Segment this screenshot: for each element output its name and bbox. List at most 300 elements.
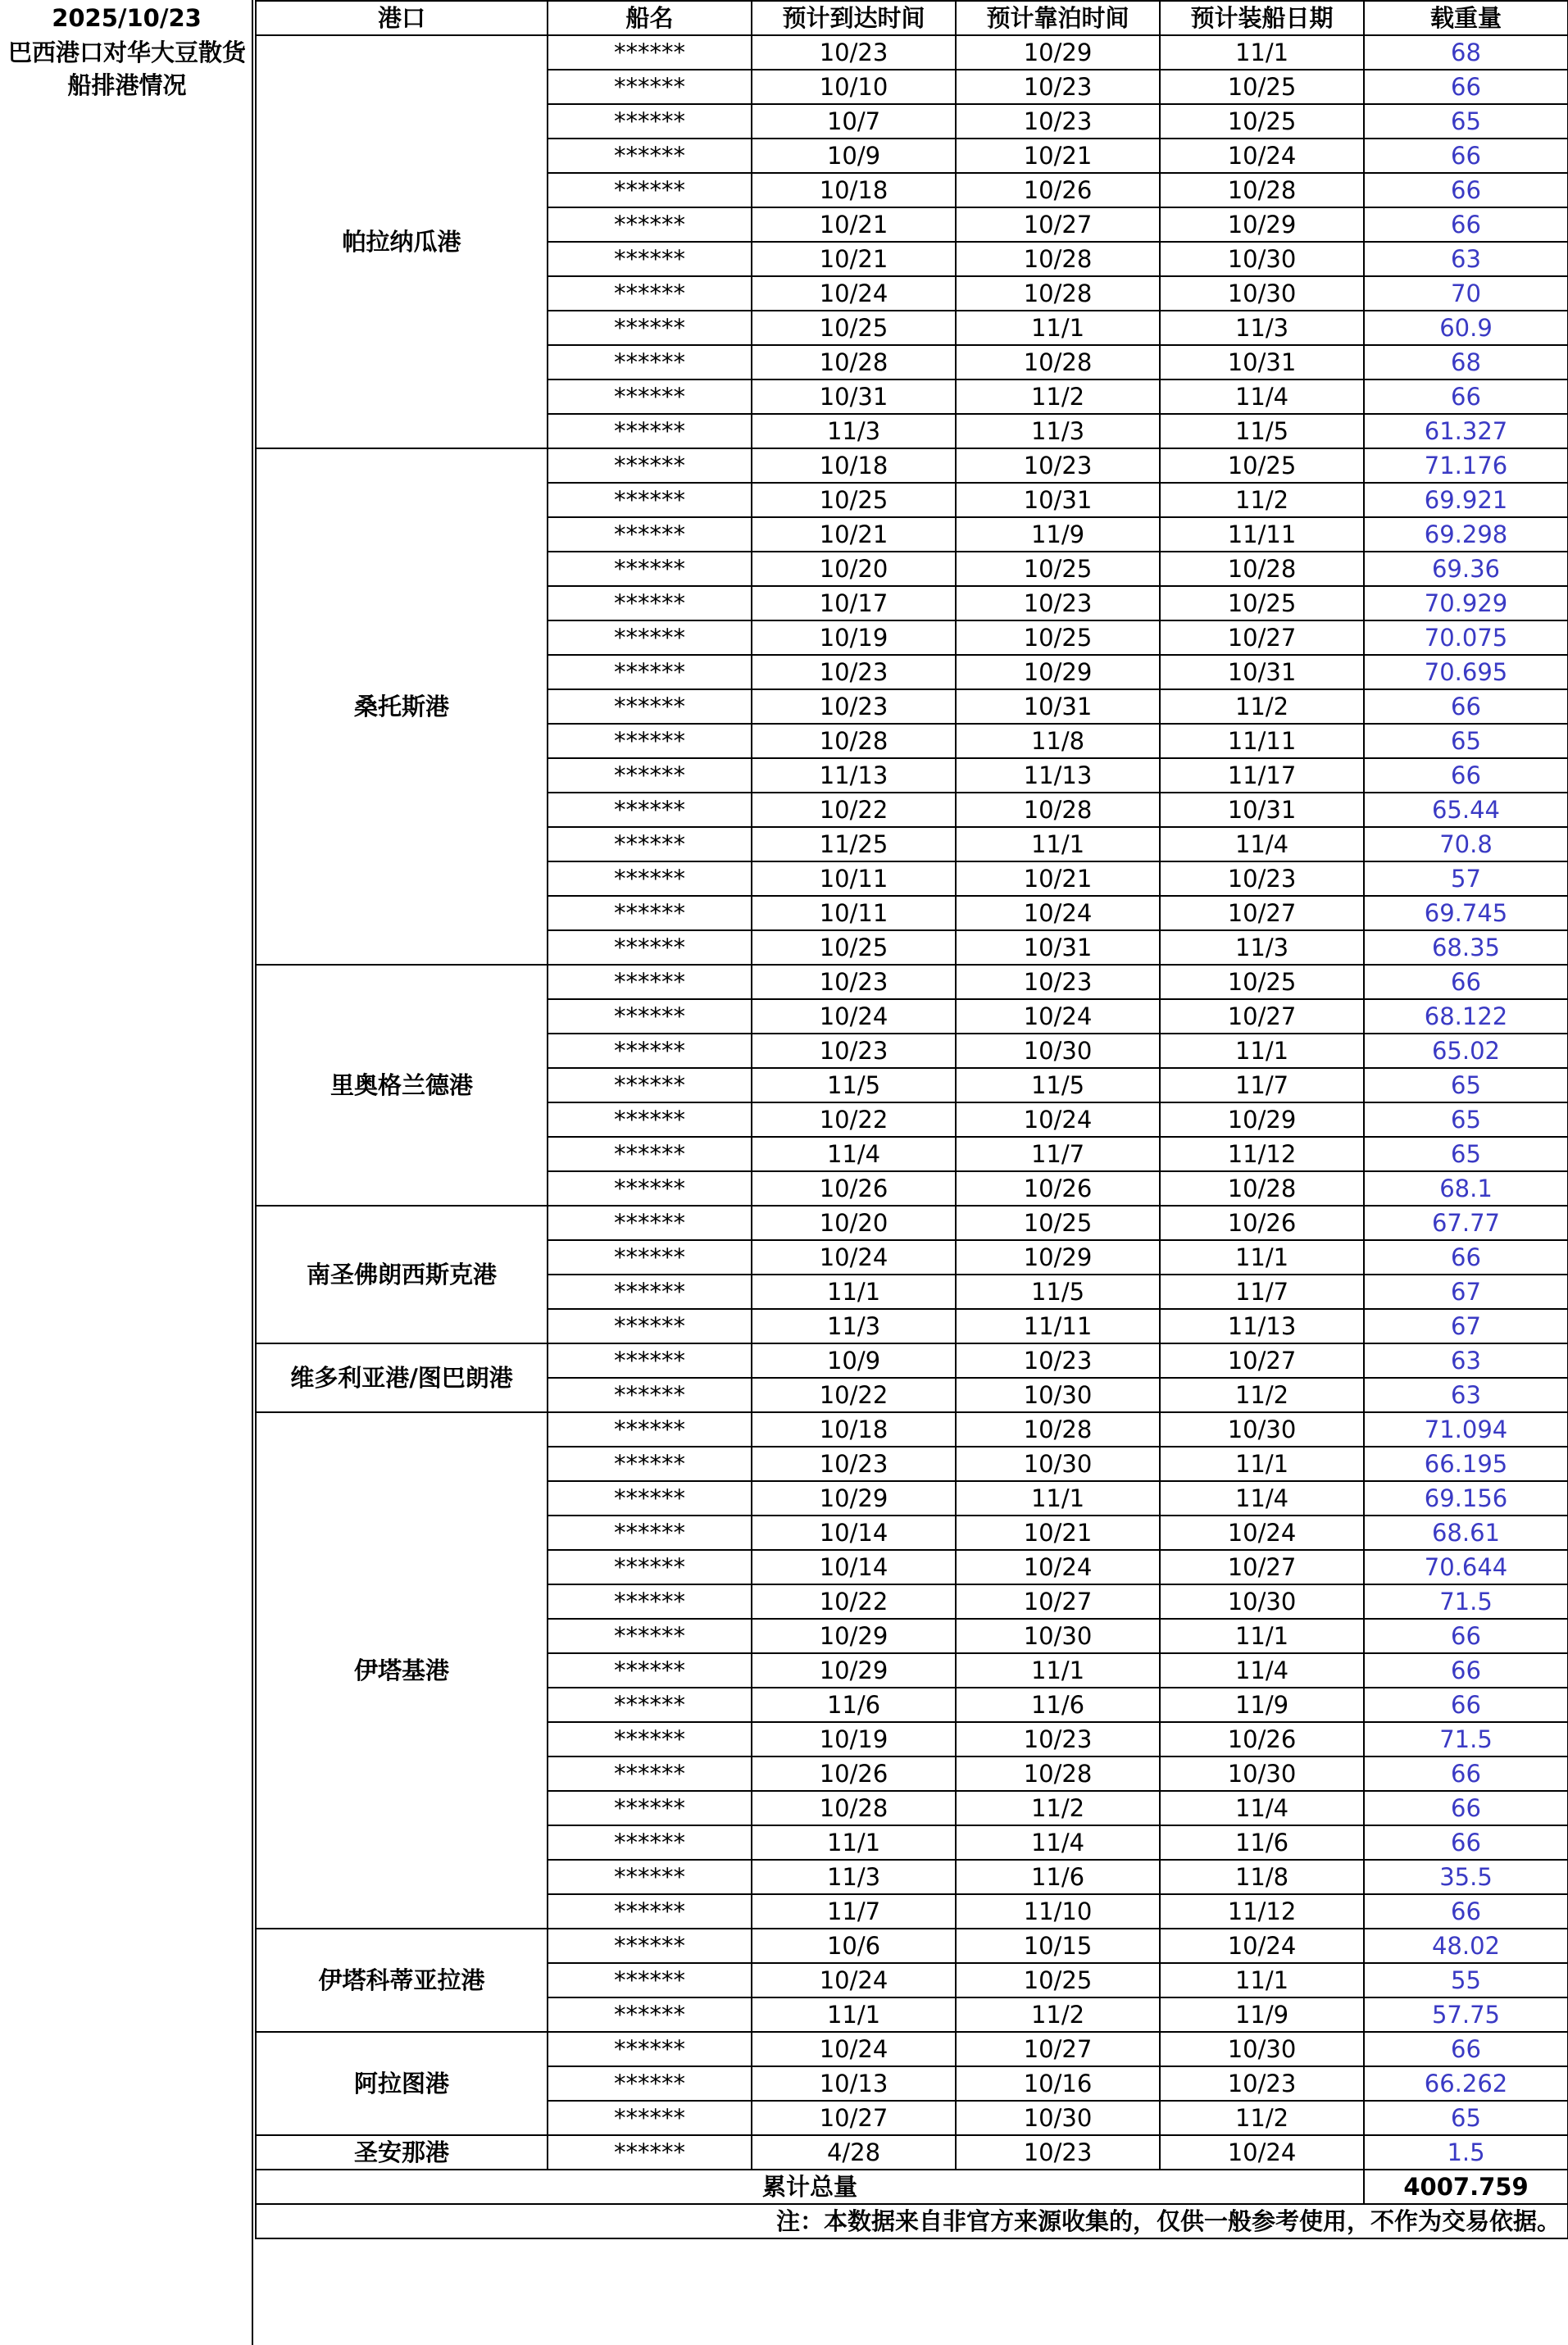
table-row: [256, 965, 1568, 999]
loading-date-cell: 11/13: [1160, 1309, 1364, 1343]
arrival-date-cell: 10/21: [752, 207, 956, 242]
arrival-date-cell: 10/25: [752, 311, 956, 345]
arrival-date-cell: 11/3: [752, 414, 956, 448]
berthing-date-cell: 10/23: [956, 2135, 1160, 2170]
tonnage-cell: 66: [1364, 379, 1568, 414]
ship-name-cell: ******: [548, 448, 752, 483]
arrival-date-cell: 10/18: [752, 173, 956, 207]
tonnage-cell: 70.929: [1364, 586, 1568, 620]
arrival-date-cell: 10/28: [752, 345, 956, 379]
berthing-date-cell: 10/28: [956, 242, 1160, 276]
loading-date-cell: 10/30: [1160, 276, 1364, 311]
tonnage-cell: 63: [1364, 1378, 1568, 1412]
ship-name-cell: ******: [548, 1584, 752, 1619]
berthing-date-cell: 11/3: [956, 414, 1160, 448]
loading-date-cell: 11/1: [1160, 1619, 1364, 1653]
tonnage-cell: 66: [1364, 758, 1568, 793]
berthing-date-cell: 10/24: [956, 896, 1160, 930]
tonnage-cell: 66: [1364, 1688, 1568, 1722]
arrival-date-cell: 11/3: [752, 1860, 956, 1894]
tonnage-cell: 67.77: [1364, 1206, 1568, 1240]
ship-name-cell: ******: [548, 827, 752, 861]
loading-date-cell: 10/28: [1160, 173, 1364, 207]
arrival-date-cell: 10/26: [752, 1756, 956, 1791]
ship-name-cell: ******: [548, 379, 752, 414]
loading-date-cell: 11/12: [1160, 1894, 1364, 1929]
loading-date-cell: 11/5: [1160, 414, 1364, 448]
arrival-date-cell: 10/31: [752, 379, 956, 414]
ship-name-cell: ******: [548, 1068, 752, 1102]
berthing-date-cell: 10/31: [956, 483, 1160, 517]
ship-name-cell: ******: [548, 2032, 752, 2066]
arrival-date-cell: 11/7: [752, 1894, 956, 1929]
berthing-date-cell: 10/25: [956, 1963, 1160, 1997]
port-name-cell: 桑托斯港: [256, 448, 548, 965]
tonnage-cell: 57.75: [1364, 1997, 1568, 2032]
tonnage-cell: 68.35: [1364, 930, 1568, 965]
arrival-date-cell: 10/20: [752, 552, 956, 586]
tonnage-cell: 71.5: [1364, 1584, 1568, 1619]
berthing-date-cell: 11/4: [956, 1825, 1160, 1860]
berthing-date-cell: 11/8: [956, 724, 1160, 758]
arrival-date-cell: 10/26: [752, 1171, 956, 1206]
loading-date-cell: 10/24: [1160, 1516, 1364, 1550]
loading-date-cell: 11/1: [1160, 1034, 1364, 1068]
tonnage-cell: 66: [1364, 1825, 1568, 1860]
berthing-date-cell: 10/23: [956, 104, 1160, 139]
tonnage-cell: 71.094: [1364, 1412, 1568, 1447]
loading-date-cell: 10/27: [1160, 1550, 1364, 1584]
tonnage-cell: 69.921: [1364, 483, 1568, 517]
arrival-date-cell: 10/25: [752, 930, 956, 965]
table-row: [256, 2032, 1568, 2066]
ship-name-cell: ******: [548, 70, 752, 104]
berthing-date-cell: 10/15: [956, 1929, 1160, 1963]
ship-name-cell: ******: [548, 724, 752, 758]
tonnage-cell: 65: [1364, 724, 1568, 758]
berthing-date-cell: 10/31: [956, 930, 1160, 965]
loading-date-cell: 10/30: [1160, 1412, 1364, 1447]
arrival-date-cell: 10/13: [752, 2066, 956, 2101]
ship-name-cell: ******: [548, 1206, 752, 1240]
ship-name-cell: ******: [548, 1997, 752, 2032]
port-name-cell: 伊塔基港: [256, 1412, 548, 1929]
tonnage-cell: 66: [1364, 1619, 1568, 1653]
loading-date-cell: 10/28: [1160, 1171, 1364, 1206]
ship-name-cell: ******: [548, 1447, 752, 1481]
ship-name-cell: ******: [548, 655, 752, 689]
table-body: [256, 35, 1568, 2170]
ship-name-cell: ******: [548, 1102, 752, 1137]
ship-name-cell: ******: [548, 1343, 752, 1378]
ship-name-cell: ******: [548, 1137, 752, 1171]
column-header-berthing: 预计靠泊时间: [956, 1, 1160, 35]
ship-name-cell: ******: [548, 1688, 752, 1722]
tonnage-cell: 65.02: [1364, 1034, 1568, 1068]
table-row: [256, 1343, 1568, 1378]
ship-name-cell: ******: [548, 35, 752, 70]
loading-date-cell: 11/3: [1160, 930, 1364, 965]
tonnage-cell: 63: [1364, 1343, 1568, 1378]
berthing-date-cell: 10/29: [956, 35, 1160, 70]
tonnage-cell: 69.156: [1364, 1481, 1568, 1516]
ship-name-cell: ******: [548, 1722, 752, 1756]
berthing-date-cell: 10/27: [956, 2032, 1160, 2066]
ship-name-cell: ******: [548, 1825, 752, 1860]
ship-name-cell: ******: [548, 1860, 752, 1894]
berthing-date-cell: 10/28: [956, 276, 1160, 311]
arrival-date-cell: 10/28: [752, 724, 956, 758]
note-row: [256, 2204, 1568, 2238]
arrival-date-cell: 11/5: [752, 1068, 956, 1102]
berthing-date-cell: 10/21: [956, 139, 1160, 173]
column-header-arrival: 预计到达时间: [752, 1, 956, 35]
berthing-date-cell: 10/21: [956, 1516, 1160, 1550]
arrival-date-cell: 10/9: [752, 139, 956, 173]
arrival-date-cell: 10/23: [752, 1447, 956, 1481]
berthing-date-cell: 11/7: [956, 1137, 1160, 1171]
ship-name-cell: ******: [548, 311, 752, 345]
tonnage-cell: 65: [1364, 1102, 1568, 1137]
tonnage-cell: 66: [1364, 139, 1568, 173]
tonnage-cell: 67: [1364, 1309, 1568, 1343]
loading-date-cell: 11/1: [1160, 1240, 1364, 1275]
berthing-date-cell: 10/30: [956, 1447, 1160, 1481]
berthing-date-cell: 10/23: [956, 965, 1160, 999]
berthing-date-cell: 10/26: [956, 1171, 1160, 1206]
loading-date-cell: 11/17: [1160, 758, 1364, 793]
arrival-date-cell: 10/23: [752, 965, 956, 999]
tonnage-cell: 66: [1364, 689, 1568, 724]
loading-date-cell: 10/24: [1160, 1929, 1364, 1963]
ship-name-cell: ******: [548, 139, 752, 173]
ship-name-cell: ******: [548, 1171, 752, 1206]
berthing-date-cell: 11/2: [956, 379, 1160, 414]
loading-date-cell: 11/4: [1160, 827, 1364, 861]
loading-date-cell: 10/30: [1160, 2032, 1364, 2066]
loading-date-cell: 11/8: [1160, 1860, 1364, 1894]
loading-date-cell: 10/25: [1160, 965, 1364, 999]
total-label: 累计总量: [256, 2170, 1364, 2204]
table-row: [256, 1206, 1568, 1240]
ship-name-cell: ******: [548, 999, 752, 1034]
tonnage-cell: 66: [1364, 1240, 1568, 1275]
arrival-date-cell: 11/1: [752, 1997, 956, 2032]
berthing-date-cell: 10/28: [956, 1756, 1160, 1791]
tonnage-cell: 69.298: [1364, 517, 1568, 552]
berthing-date-cell: 10/28: [956, 1412, 1160, 1447]
berthing-date-cell: 10/16: [956, 2066, 1160, 2101]
berthing-date-cell: 10/29: [956, 655, 1160, 689]
table-row: [256, 35, 1568, 70]
tonnage-cell: 63: [1364, 242, 1568, 276]
loading-date-cell: 10/29: [1160, 207, 1364, 242]
arrival-date-cell: 11/3: [752, 1309, 956, 1343]
tonnage-cell: 60.9: [1364, 311, 1568, 345]
arrival-date-cell: 10/7: [752, 104, 956, 139]
arrival-date-cell: 10/19: [752, 620, 956, 655]
arrival-date-cell: 10/23: [752, 35, 956, 70]
loading-date-cell: 11/7: [1160, 1275, 1364, 1309]
loading-date-cell: 11/7: [1160, 1068, 1364, 1102]
berthing-date-cell: 11/1: [956, 1653, 1160, 1688]
loading-date-cell: 11/2: [1160, 2101, 1364, 2135]
tonnage-cell: 70.8: [1364, 827, 1568, 861]
tonnage-cell: 67: [1364, 1275, 1568, 1309]
arrival-date-cell: 4/28: [752, 2135, 956, 2170]
berthing-date-cell: 10/25: [956, 620, 1160, 655]
ship-name-cell: ******: [548, 1378, 752, 1412]
tonnage-cell: 66: [1364, 1894, 1568, 1929]
arrival-date-cell: 10/14: [752, 1550, 956, 1584]
tonnage-cell: 71.176: [1364, 448, 1568, 483]
ship-name-cell: ******: [548, 1516, 752, 1550]
ship-name-cell: ******: [548, 1412, 752, 1447]
loading-date-cell: 10/25: [1160, 448, 1364, 483]
arrival-date-cell: 10/24: [752, 1240, 956, 1275]
tonnage-cell: 70.695: [1364, 655, 1568, 689]
column-header-port: 港口: [256, 1, 548, 35]
arrival-date-cell: 10/23: [752, 655, 956, 689]
loading-date-cell: 11/1: [1160, 1447, 1364, 1481]
table-row: [256, 2135, 1568, 2170]
arrival-date-cell: 10/11: [752, 861, 956, 896]
column-header-tonnage: 载重量: [1364, 1, 1568, 35]
arrival-date-cell: 10/29: [752, 1653, 956, 1688]
ship-name-cell: ******: [548, 207, 752, 242]
ship-name-cell: ******: [548, 1756, 752, 1791]
arrival-date-cell: 10/14: [752, 1516, 956, 1550]
ship-name-cell: ******: [548, 1275, 752, 1309]
ship-name-cell: ******: [548, 104, 752, 139]
berthing-date-cell: 10/27: [956, 207, 1160, 242]
berthing-date-cell: 10/23: [956, 448, 1160, 483]
berthing-date-cell: 10/23: [956, 1343, 1160, 1378]
tonnage-cell: 65.44: [1364, 793, 1568, 827]
loading-date-cell: 11/2: [1160, 689, 1364, 724]
berthing-date-cell: 11/6: [956, 1688, 1160, 1722]
ship-name-cell: ******: [548, 1894, 752, 1929]
ship-name-cell: ******: [548, 586, 752, 620]
berthing-date-cell: 11/2: [956, 1791, 1160, 1825]
arrival-date-cell: 10/29: [752, 1619, 956, 1653]
arrival-date-cell: 10/20: [752, 1206, 956, 1240]
port-name-cell: 南圣佛朗西斯克港: [256, 1206, 548, 1343]
ship-name-cell: ******: [548, 1929, 752, 1963]
tonnage-cell: 68: [1364, 345, 1568, 379]
tonnage-cell: 35.5: [1364, 1860, 1568, 1894]
berthing-date-cell: 10/23: [956, 586, 1160, 620]
loading-date-cell: 11/4: [1160, 1791, 1364, 1825]
berthing-date-cell: 10/27: [956, 1584, 1160, 1619]
arrival-date-cell: 10/27: [752, 2101, 956, 2135]
tonnage-cell: 69.745: [1364, 896, 1568, 930]
berthing-date-cell: 10/30: [956, 1034, 1160, 1068]
ship-name-cell: ******: [548, 276, 752, 311]
total-row: [256, 2170, 1568, 2204]
berthing-date-cell: 10/26: [956, 173, 1160, 207]
port-name-cell: 维多利亚港/图巴朗港: [256, 1343, 548, 1412]
arrival-date-cell: 10/10: [752, 70, 956, 104]
ship-name-cell: ******: [548, 1963, 752, 1997]
arrival-date-cell: 11/6: [752, 1688, 956, 1722]
arrival-date-cell: 10/6: [752, 1929, 956, 1963]
arrival-date-cell: 10/9: [752, 1343, 956, 1378]
arrival-date-cell: 10/24: [752, 999, 956, 1034]
tonnage-cell: 66: [1364, 207, 1568, 242]
loading-date-cell: 11/2: [1160, 1378, 1364, 1412]
tonnage-cell: 70.075: [1364, 620, 1568, 655]
berthing-date-cell: 11/10: [956, 1894, 1160, 1929]
ship-name-cell: ******: [548, 1309, 752, 1343]
loading-date-cell: 11/6: [1160, 1825, 1364, 1860]
loading-date-cell: 11/9: [1160, 1997, 1364, 2032]
tonnage-cell: 66: [1364, 173, 1568, 207]
berthing-date-cell: 10/30: [956, 1619, 1160, 1653]
berthing-date-cell: 11/2: [956, 1997, 1160, 2032]
loading-date-cell: 11/3: [1160, 311, 1364, 345]
berthing-date-cell: 10/25: [956, 1206, 1160, 1240]
arrival-date-cell: 10/21: [752, 242, 956, 276]
arrival-date-cell: 10/21: [752, 517, 956, 552]
tonnage-cell: 65: [1364, 1137, 1568, 1171]
berthing-date-cell: 10/24: [956, 999, 1160, 1034]
arrival-date-cell: 10/25: [752, 483, 956, 517]
shipping-schedule-table: [255, 0, 1568, 2239]
loading-date-cell: 10/30: [1160, 242, 1364, 276]
loading-date-cell: 10/28: [1160, 552, 1364, 586]
berthing-date-cell: 10/30: [956, 2101, 1160, 2135]
arrival-date-cell: 10/24: [752, 276, 956, 311]
berthing-date-cell: 10/31: [956, 689, 1160, 724]
tonnage-cell: 65: [1364, 104, 1568, 139]
port-name-cell: 伊塔科蒂亚拉港: [256, 1929, 548, 2032]
berthing-date-cell: 11/1: [956, 311, 1160, 345]
arrival-date-cell: 11/13: [752, 758, 956, 793]
loading-date-cell: 10/25: [1160, 70, 1364, 104]
tonnage-cell: 55: [1364, 1963, 1568, 1997]
arrival-date-cell: 10/19: [752, 1722, 956, 1756]
tonnage-cell: 66: [1364, 965, 1568, 999]
loading-date-cell: 10/26: [1160, 1722, 1364, 1756]
column-header-ship-name: 船名: [548, 1, 752, 35]
loading-date-cell: 11/12: [1160, 1137, 1364, 1171]
loading-date-cell: 11/4: [1160, 1653, 1364, 1688]
ship-name-cell: ******: [548, 242, 752, 276]
tonnage-cell: 66: [1364, 1756, 1568, 1791]
ship-name-cell: ******: [548, 793, 752, 827]
ship-name-cell: ******: [548, 1481, 752, 1516]
tonnage-cell: 70.644: [1364, 1550, 1568, 1584]
tonnage-cell: 66: [1364, 1791, 1568, 1825]
tonnage-cell: 69.36: [1364, 552, 1568, 586]
ship-name-cell: ******: [548, 1240, 752, 1275]
arrival-date-cell: 10/24: [752, 2032, 956, 2066]
ship-name-cell: ******: [548, 1550, 752, 1584]
tonnage-cell: 61.327: [1364, 414, 1568, 448]
tonnage-cell: 66: [1364, 2032, 1568, 2066]
arrival-date-cell: 10/24: [752, 1963, 956, 1997]
loading-date-cell: 11/4: [1160, 1481, 1364, 1516]
tonnage-cell: 66: [1364, 1653, 1568, 1688]
loading-date-cell: 10/25: [1160, 104, 1364, 139]
arrival-date-cell: 10/23: [752, 1034, 956, 1068]
berthing-date-cell: 11/6: [956, 1860, 1160, 1894]
arrival-date-cell: 10/23: [752, 689, 956, 724]
ship-name-cell: ******: [548, 173, 752, 207]
loading-date-cell: 10/27: [1160, 620, 1364, 655]
berthing-date-cell: 11/1: [956, 1481, 1160, 1516]
ship-name-cell: ******: [548, 2135, 752, 2170]
loading-date-cell: 10/23: [1160, 861, 1364, 896]
arrival-date-cell: 10/22: [752, 793, 956, 827]
loading-date-cell: 10/29: [1160, 1102, 1364, 1137]
tonnage-cell: 66: [1364, 70, 1568, 104]
loading-date-cell: 10/27: [1160, 999, 1364, 1034]
berthing-date-cell: 10/23: [956, 1722, 1160, 1756]
loading-date-cell: 10/27: [1160, 1343, 1364, 1378]
table-row: [256, 1929, 1568, 1963]
header-row: [256, 1, 1568, 35]
tonnage-cell: 66.262: [1364, 2066, 1568, 2101]
table-row: [256, 1412, 1568, 1447]
ship-name-cell: ******: [548, 483, 752, 517]
loading-date-cell: 10/27: [1160, 896, 1364, 930]
loading-date-cell: 10/30: [1160, 1756, 1364, 1791]
loading-date-cell: 11/4: [1160, 379, 1364, 414]
ship-name-cell: ******: [548, 896, 752, 930]
report-sidebar: [0, 0, 253, 2345]
ship-name-cell: ******: [548, 930, 752, 965]
table-row: [256, 448, 1568, 483]
ship-name-cell: ******: [548, 517, 752, 552]
loading-date-cell: 11/11: [1160, 724, 1364, 758]
loading-date-cell: 10/24: [1160, 139, 1364, 173]
port-name-cell: 帕拉纳瓜港: [256, 35, 548, 448]
loading-date-cell: 10/30: [1160, 1584, 1364, 1619]
arrival-date-cell: 11/1: [752, 1275, 956, 1309]
ship-name-cell: ******: [548, 1791, 752, 1825]
loading-date-cell: 11/2: [1160, 483, 1364, 517]
arrival-date-cell: 10/17: [752, 586, 956, 620]
berthing-date-cell: 11/5: [956, 1068, 1160, 1102]
tonnage-cell: 68.122: [1364, 999, 1568, 1034]
loading-date-cell: 10/25: [1160, 586, 1364, 620]
loading-date-cell: 11/11: [1160, 517, 1364, 552]
berthing-date-cell: 10/21: [956, 861, 1160, 896]
ship-name-cell: ******: [548, 1653, 752, 1688]
tonnage-cell: 66.195: [1364, 1447, 1568, 1481]
tonnage-cell: 68.61: [1364, 1516, 1568, 1550]
loading-date-cell: 10/24: [1160, 2135, 1364, 2170]
arrival-date-cell: 11/4: [752, 1137, 956, 1171]
berthing-date-cell: 11/5: [956, 1275, 1160, 1309]
port-name-cell: 里奥格兰德港: [256, 965, 548, 1206]
tonnage-cell: 68.1: [1364, 1171, 1568, 1206]
berthing-date-cell: 10/29: [956, 1240, 1160, 1275]
loading-date-cell: 10/31: [1160, 655, 1364, 689]
tonnage-cell: 48.02: [1364, 1929, 1568, 1963]
arrival-date-cell: 10/22: [752, 1584, 956, 1619]
arrival-date-cell: 10/28: [752, 1791, 956, 1825]
ship-name-cell: ******: [548, 552, 752, 586]
tonnage-cell: 65: [1364, 1068, 1568, 1102]
tonnage-cell: 57: [1364, 861, 1568, 896]
tonnage-cell: 71.5: [1364, 1722, 1568, 1756]
tonnage-cell: 65: [1364, 2101, 1568, 2135]
tonnage-cell: 1.5: [1364, 2135, 1568, 2170]
arrival-date-cell: 11/1: [752, 1825, 956, 1860]
